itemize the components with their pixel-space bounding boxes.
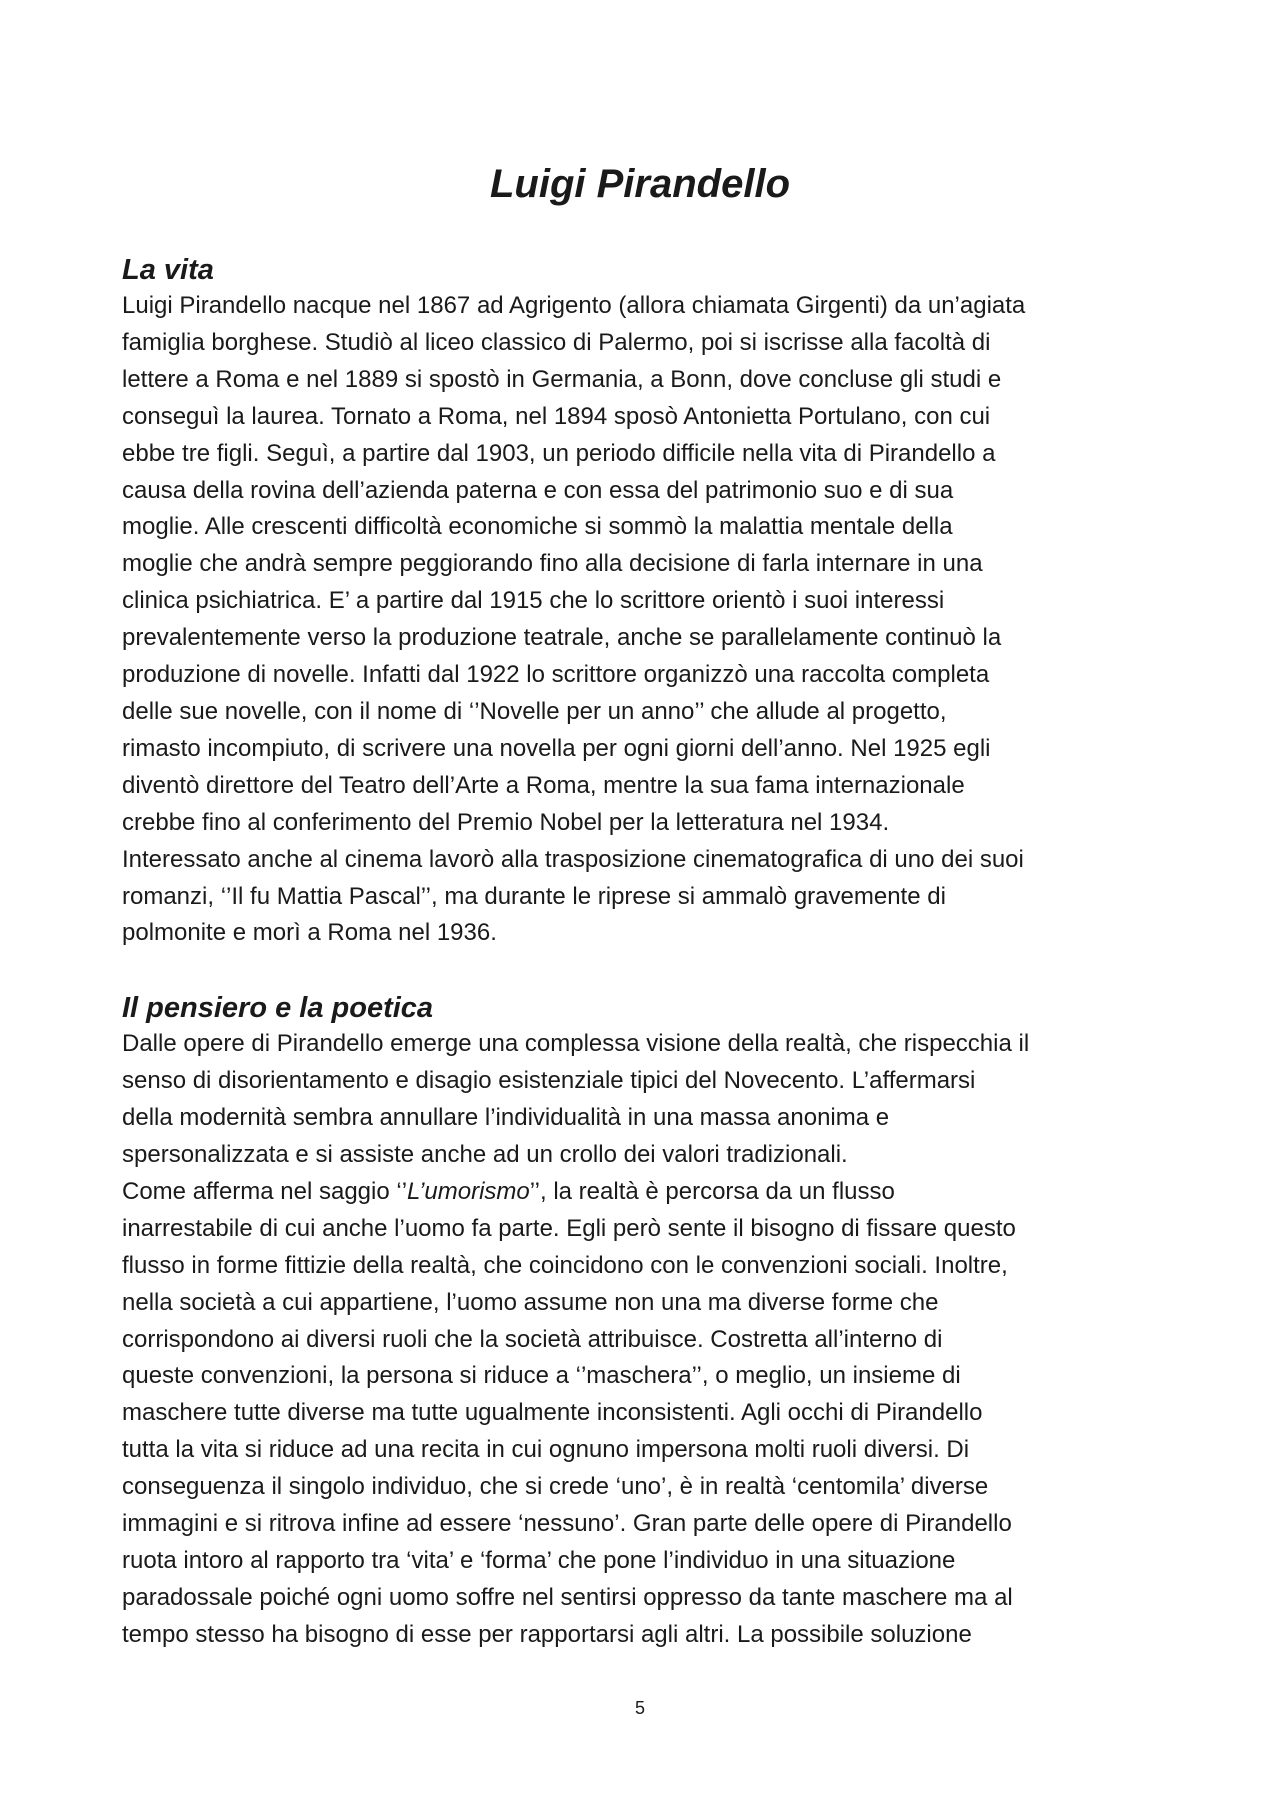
text-line: produzione di novelle. Infatti dal 1922 lo scrittore organizzò una raccolta completa [122,661,990,689]
essay-title-italic: L’umorismo [407,1177,530,1205]
text-line: diventò direttore del Teatro dell’Arte a Roma, mentre la sua fama internazionale [122,771,965,799]
text-line: conseguì la laurea. Tornato a Roma, nel 1894 sposò Antonietta Portulano, con cui [122,402,991,430]
text-line: inarrestabile di cui anche l’uomo fa parte. Egli però sente il bisogno di fissare questo [122,1214,1016,1242]
page-content [122,252,1172,1654]
text-line: famiglia borghese. Studiò al liceo classico di Palermo, poi si iscrisse alla facoltà di [122,328,991,356]
page-title: Luigi Pirandello [489,162,791,206]
text-line: lettere a Roma e nel 1889 si spostò in Germania, a Bonn, dove concluse gli studi e [122,365,1002,393]
section-spacer [122,952,1172,990]
text-line: Dalle opere di Pirandello emerge una complessa visione della realtà, che rispecchia il [122,1030,1030,1058]
paragraph-il-pensiero [122,1026,1172,1653]
text-line: Interessato anche al cinema lavorò alla trasposizione cinematografica di uno dei suoi [122,845,1024,873]
text-line: moglie che andrà sempre peggiorando fino alla decisione di farla internare in una [122,550,983,578]
page-number: 5 [634,1698,645,1718]
text-line: paradossale poiché ogni uomo soffre nel sentirsi oppresso da tante maschere ma al [122,1583,1013,1611]
text-fragment: ’’, la realtà è percorsa da un flusso [529,1177,895,1205]
text-line: rimasto incompiuto, di scrivere una novella per ogni giorni dell’anno. Nel 1925 egli [122,734,991,762]
text-line: ebbe tre figli. Seguì, a partire dal 1903, un periodo difficile nella vita di Pirandello a [122,439,996,467]
text-line: spersonalizzata e si assiste anche ad un crollo dei valori tradizionali. [122,1141,848,1169]
text-line: delle sue novelle, con il nome di ‘’Novelle per un anno’’ che allude al progetto, [122,697,947,725]
text-line: flusso in forme fittizie della realtà, che coincidono con le convenzioni sociali. Inoltre, [122,1251,1008,1279]
text-line: corrispondono ai diversi ruoli che la società attribuisce. Costretta all’interno di [122,1325,943,1353]
text-line: tutta la vita si riduce ad una recita in cui ognuno impersona molti ruoli diversi. Di [122,1436,970,1464]
text-fragment: Come afferma nel saggio ‘’ [122,1177,408,1205]
section-heading-il-pensiero: Il pensiero e la poetica [122,992,434,1025]
text-line: romanzi, ‘’Il fu Mattia Pascal’’, ma durante le riprese si ammalò gravemente di [122,882,946,910]
text-line: moglie. Alle crescenti difficoltà economiche si sommò la malattia mentale della [122,513,953,541]
text-line: polmonite e morì a Roma nel 1936. [122,919,497,947]
paragraph-la-vita [122,288,1172,952]
text-line: nella società a cui appartiene, l’uomo assume non una ma diverse forme che [122,1288,939,1316]
text-line: maschere tutte diverse ma tutte ugualmente inconsistenti. Agli occhi di Pirandello [122,1399,983,1427]
text-line: tempo stesso ha bisogno di esse per rapportarsi agli altri. La possibile soluzione [122,1620,972,1648]
text-line: conseguenza il singolo individuo, che si crede ‘uno’, è in realtà ‘centomila’ diverse [122,1473,989,1501]
text-line-with-italic [122,1174,1172,1211]
section-heading-la-vita: La vita [122,254,214,286]
text-line: Luigi Pirandello nacque nel 1867 ad Agrigento (allora chiamata Girgenti) da un’agiata [122,292,1026,319]
text-line: ruota intoro al rapporto tra ‘vita’ e ‘forma’ che pone l’individuo in una situazione [122,1547,956,1574]
text-line: causa della rovina dell’azienda paterna e con essa del patrimonio suo e di sua [122,476,954,504]
text-line: queste convenzioni, la persona si riduce a ‘’maschera’’, o meglio, un insieme di [122,1362,961,1390]
text-line: della modernità sembra annullare l’individualità in una massa anonima e [122,1104,890,1132]
text-line: senso di disorientamento e disagio esistenziale tipici del Novecento. L’affermarsi [122,1067,976,1095]
text-line: immagini e si ritrova infine ad essere ‘nessuno’. Gran parte delle opere di Pirandello [122,1510,1012,1538]
text-line: clinica psichiatrica. E’ a partire dal 1915 che lo scrittore orientò i suoi interessi [122,587,945,615]
text-line: prevalentemente verso la produzione teatrale, anche se parallelamente continuò la [122,624,1002,652]
text-line: crebbe fino al conferimento del Premio Nobel per la letteratura nel 1934. [122,808,890,836]
